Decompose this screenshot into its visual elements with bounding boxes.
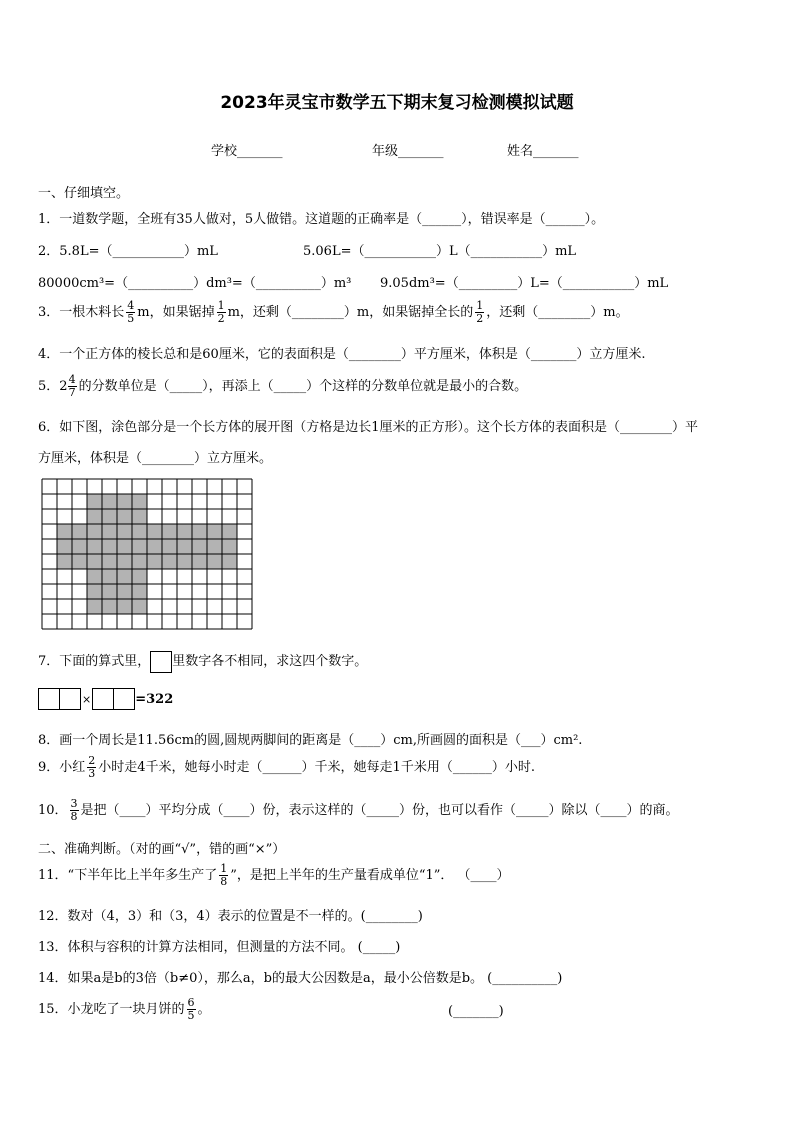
digit-box[interactable] <box>59 688 81 710</box>
equation-result: =322 <box>135 691 174 707</box>
page-title: 2023年灵宝市数学五下期末复习检测模拟试题 <box>220 93 574 113</box>
q3-text-1: 3．一根木料长 <box>38 305 125 320</box>
digit-box[interactable] <box>113 688 135 710</box>
question-6-line-1: 6．如下图，涂色部分是一个长方体的展开图（方格是边长1厘米的正方形）。这个长方体的表面积是（________）平 <box>38 420 699 435</box>
section-2-heading: 二、准确判断。（对的画“√”，错的画“×”） <box>38 842 286 857</box>
question-2d: 9.05dm³=（_________）L=（___________）mL <box>380 276 669 291</box>
fraction: $\frac{3}{8}$ <box>70 797 78 823</box>
question-2b: 5.06L=（___________）L（___________）mL <box>303 244 577 259</box>
question-8: 8．画一个周长是11.56cm的圆,圆规两脚间的距离是（____）cm,所画圆的面积是（___）cm². <box>38 733 583 748</box>
digit-box-icon <box>150 651 172 673</box>
fraction: $\frac{1}{8}$ <box>220 862 228 888</box>
question-1: 1．一道数学题，全班有35人做对，5人做错。这道题的正确率是（______），错误率是（______）。 <box>38 212 605 227</box>
q7-text-2: 里数字各不相同，求这四个数字。 <box>172 654 368 669</box>
question-15-blank[interactable]: (_______) <box>448 1004 504 1019</box>
question-14: 14．如果a是b的3倍（b≠0），那么a，b的最大公因数是a，最小公倍数是b。 (__________) <box>38 971 563 986</box>
question-6-line-2: 方厘米，体积是（________）立方厘米。 <box>38 451 273 466</box>
question-15 <box>38 997 211 1022</box>
net-grid-figure <box>40 477 254 631</box>
fraction: $\frac{2}{3}$ <box>88 754 96 780</box>
q15-text-2: 。 <box>197 1002 211 1017</box>
fraction: $\frac{6}{5}$ <box>187 996 195 1022</box>
fraction: $\frac{1}{2}$ <box>476 299 484 325</box>
grade-field[interactable]: 年级_______ <box>372 144 444 159</box>
q7-text-1: 7．下面的算式里， <box>38 654 151 669</box>
fraction: $\frac{1}{2}$ <box>217 299 225 325</box>
mixed-number: 2 $\frac{4}{7}$ <box>59 373 76 399</box>
q3-text-4: ，还剩（________）m。 <box>486 305 629 320</box>
question-7-equation <box>38 688 173 710</box>
section-1-heading: 一、仔细填空。 <box>38 186 130 201</box>
q11-text-1: 11．“下半年比上半年多生产了 <box>38 868 218 883</box>
question-12: 12．数对（4，3）和（3，4）表示的位置是不一样的。(________) <box>38 909 423 924</box>
q9-text-1: 9．小红 <box>38 760 86 775</box>
q15-text-1: 15．小龙吃了一块月饼的 <box>38 1002 185 1017</box>
name-field[interactable]: 姓名_______ <box>507 144 579 159</box>
q3-text-2: m，如果锯掉 <box>137 305 215 320</box>
digit-box[interactable] <box>92 688 114 710</box>
q9-text-2: 小时走4千米，她每小时走（______）千米，她每走1千米用（______）小时. <box>98 760 535 775</box>
times-sign: × <box>82 692 92 706</box>
q5-text-1: 5． <box>38 379 60 394</box>
question-7 <box>38 650 367 673</box>
q5-text-2: 的分数单位是（_____），再添上（_____）个这样的分数单位就是最小的合数。 <box>78 379 528 394</box>
question-4: 4．一个正方体的棱长总和是60厘米，它的表面积是（________）平方厘米，体积是（_______）立方厘米. <box>38 347 646 362</box>
q10-text-1: 10． <box>38 803 68 818</box>
fraction: $\frac{4}{5}$ <box>127 299 135 325</box>
school-field[interactable]: 学校_______ <box>211 144 283 159</box>
question-13: 13．体积与容积的计算方法相同，但测量的方法不同。 (_____) <box>38 940 401 955</box>
question-2c: 80000cm³=（__________）dm³=（__________）m³ <box>38 276 352 291</box>
digit-box[interactable] <box>38 688 60 710</box>
question-11 <box>38 863 510 888</box>
question-5 <box>38 374 527 399</box>
question-2a: 2．5.8L=（___________）mL <box>38 244 218 259</box>
q10-text-2: 是把（____）平均分成（____）份，表示这样的（_____）份，也可以看作（_____）除以（____）的商。 <box>80 803 679 818</box>
question-9 <box>38 755 535 780</box>
question-10 <box>38 798 679 823</box>
q11-text-2: ”，是把上半年的生产量看成单位“1”． （____） <box>230 868 510 883</box>
q3-text-3: m，还剩（________）m，如果锯掉全长的 <box>227 305 474 320</box>
question-3 <box>38 300 629 325</box>
